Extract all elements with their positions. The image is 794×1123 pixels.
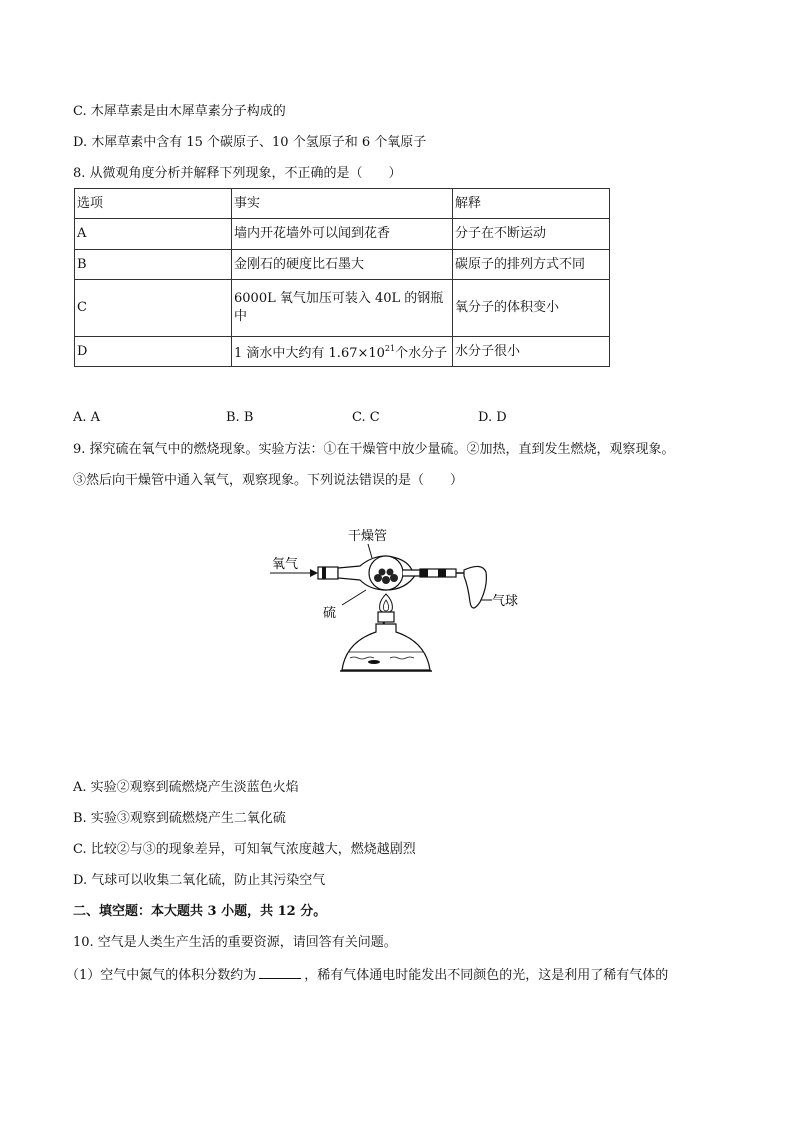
q9-option-b: B. 实验③观察到硫燃烧产生二氧化硫	[73, 811, 286, 826]
q9-stem-line1: 9. 探究硫在氧气中的燃烧现象。实验方法：①在干燥管中放少量硫。②加热，直到发生燃烧，观察现象。	[73, 442, 675, 457]
q10-part1	[66, 966, 668, 985]
tube-label-leader	[368, 544, 372, 558]
alcohol-lamp-body	[342, 624, 430, 670]
row-c-option: C	[75, 280, 232, 337]
row-c-fact-line2: 中	[234, 309, 248, 324]
q9-stem-line2: ③然后向干燥管中通入氧气，观察现象。下列说法错误的是（ ）	[73, 473, 464, 488]
q10-stem: 10. 空气是人类生产生活的重要资源，请回答有关问题。	[73, 935, 397, 950]
inlet-stopper	[318, 567, 338, 579]
row-d-fact-exponent: 21	[384, 344, 396, 353]
q9-option-a: A. 实验②观察到硫燃烧产生淡蓝色火焰	[73, 780, 299, 795]
lamp-wick-holder	[378, 612, 394, 622]
inlet-stopper-band	[322, 567, 326, 579]
q8-table	[74, 188, 610, 367]
row-a-explanation: 分子在不断运动	[453, 219, 610, 250]
balloon-label: 气球	[492, 594, 519, 609]
connector-clamp-left	[420, 569, 428, 577]
lamp-bottom-spot	[368, 660, 380, 664]
balloon-shape	[464, 566, 486, 608]
oxygen-arrowhead	[310, 569, 318, 577]
q8-choice-b: B. B	[226, 410, 254, 425]
q10-part1-post: ，稀有气体通电时能发出不同颜色的光，这是利用了稀有气体的	[304, 968, 669, 983]
table-row	[75, 219, 610, 250]
header-option: 选项	[75, 189, 232, 219]
row-c-explanation: 氧分子的体积变小	[453, 280, 610, 337]
apparatus-figure	[260, 520, 540, 685]
row-a-fact: 墙内开花墙外可以闻到花香	[232, 219, 453, 250]
q7-option-c: C. 木犀草素是由木犀草素分子构成的	[73, 104, 286, 119]
row-b-explanation: 碳原子的排列方式不同	[453, 250, 610, 280]
row-d-fact	[232, 337, 453, 367]
q10-part1-pre: （1）空气中氮气的体积分数约为	[66, 968, 257, 983]
drying-tube-label: 干燥管	[348, 529, 388, 544]
tube-right-stem	[403, 570, 420, 576]
row-a-option: A	[75, 219, 232, 250]
row-b-option: B	[75, 250, 232, 280]
sulfur-label: 硫	[323, 606, 337, 621]
q8-stem: 8. 从微观角度分析并解释下列现象，不正确的是（ ）	[73, 166, 402, 181]
table-header-row	[75, 189, 610, 219]
drying-tube-bulb	[369, 556, 403, 590]
row-b-fact: 金刚石的硬度比石墨大	[232, 250, 453, 280]
sulfur-label-leader	[342, 590, 366, 605]
header-fact: 事实	[232, 189, 453, 219]
q9-option-c: C. 比较②与③的现象差异，可知氧气浓度越大，燃烧越剧烈	[73, 842, 416, 857]
oxygen-label: 氧气	[272, 557, 299, 572]
q8-choice-c: C. C	[352, 410, 380, 425]
table-row	[75, 280, 610, 337]
header-explanation: 解释	[453, 189, 610, 219]
table-row	[75, 250, 610, 280]
table-row	[75, 337, 610, 367]
row-d-fact-post: 个水分子	[395, 346, 448, 361]
row-d-fact-pre: 1 滴水中大约有 1.67×10	[234, 346, 385, 361]
q8-choice-a: A. A	[73, 410, 101, 425]
q8-choice-d: D. D	[478, 410, 507, 425]
row-d-explanation: 水分子很小	[453, 337, 610, 367]
section-heading: 二、填空题：本大题共 3 小题，共 12 分。	[73, 904, 327, 919]
answer-blank[interactable]	[259, 966, 301, 979]
row-c-fact-line1: 6000L 氧气加压可装入 40L 的钢瓶	[234, 291, 444, 306]
row-d-option: D	[75, 337, 232, 367]
q7-option-d: D. 木犀草素中含有 15 个碳原子、10 个氢原子和 6 个氧原子	[73, 135, 427, 150]
connector-clamp-right	[438, 569, 446, 577]
q9-option-d: D. 气球可以收集二氧化硫，防止其污染空气	[73, 873, 326, 888]
row-c-fact	[232, 280, 453, 337]
